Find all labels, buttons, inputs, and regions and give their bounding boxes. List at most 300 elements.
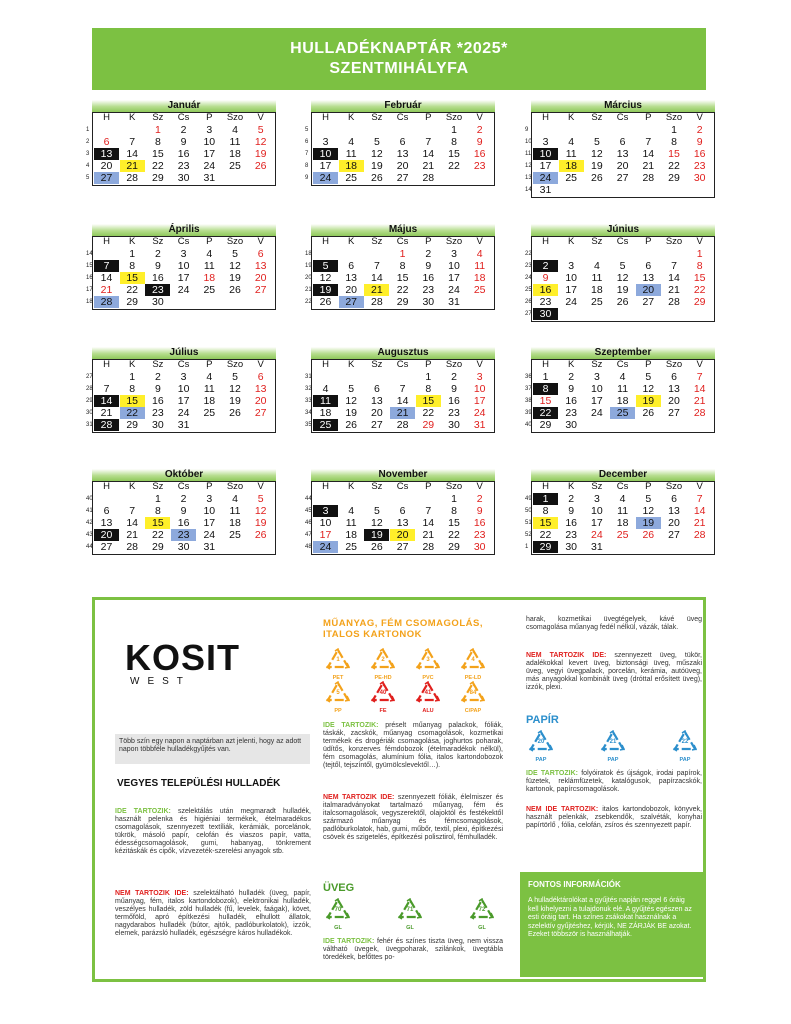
day-cell: 2	[568, 371, 575, 383]
day-header: H	[103, 236, 110, 247]
day-cell: 12	[345, 395, 358, 407]
day-cell: 13	[396, 148, 409, 160]
day-cell: 16	[177, 517, 190, 529]
day-cell: 14	[126, 148, 139, 160]
week-number: 50	[525, 508, 532, 514]
day-cell: 9	[542, 272, 549, 284]
week-number: 29	[86, 398, 93, 404]
day-cell: 7	[399, 383, 406, 395]
day-cell: 12	[371, 148, 383, 160]
day-header: P	[206, 481, 213, 492]
day-cell: 14	[396, 395, 409, 407]
day-header: V	[257, 236, 264, 247]
recycle-label: PAP	[535, 757, 547, 763]
week-number: 8	[305, 163, 309, 169]
month-name: December	[531, 469, 715, 481]
month-name: Május	[311, 224, 495, 236]
day-header: V	[476, 359, 483, 370]
day-cell: 18	[229, 148, 241, 160]
day-header: H	[542, 112, 549, 123]
week-number: 22	[305, 299, 312, 305]
day-header: K	[129, 481, 136, 492]
day-cell: 8	[399, 260, 406, 272]
day-cell: 27	[396, 541, 409, 553]
day-cell: 31	[591, 541, 603, 553]
day-cell: 27	[254, 284, 267, 296]
day-cell: 3	[593, 371, 600, 383]
day-cell: 17	[203, 148, 216, 160]
week-number: 11	[525, 151, 532, 157]
day-header: V	[696, 236, 703, 247]
day-cell: 1	[451, 493, 457, 505]
week-number: 34	[305, 410, 312, 416]
day-cell: 26	[319, 296, 332, 308]
day-cell: 13	[616, 148, 629, 160]
day-cell: 4	[206, 248, 213, 260]
day-cell: 20	[668, 395, 680, 407]
month-8	[525, 347, 715, 435]
day-cell: 19	[591, 160, 603, 172]
day-cell: 10	[203, 505, 216, 517]
day-cell: 11	[313, 395, 338, 407]
day-cell: 28	[668, 296, 680, 308]
day-cell: 10	[591, 383, 603, 395]
day-header: V	[696, 112, 703, 123]
week-number: 31	[86, 422, 93, 428]
day-cell: 3	[180, 248, 187, 260]
month-name: Január	[92, 100, 276, 112]
day-header: V	[476, 112, 483, 123]
day-cell: 29	[152, 172, 164, 184]
week-number: 23	[525, 263, 532, 269]
day-cell: 1	[129, 248, 136, 260]
day-cell: 15	[539, 395, 552, 407]
plastic-recycle-40	[368, 681, 398, 713]
day-cell: 29	[126, 296, 139, 308]
day-cell: 29	[152, 541, 164, 553]
day-cell: 10	[565, 272, 578, 284]
day-cell: 2	[180, 493, 187, 505]
day-cell: 30	[533, 308, 558, 320]
day-cell: 23	[539, 296, 552, 308]
day-cell: 2	[568, 493, 575, 505]
day-cell: 14	[371, 272, 383, 284]
day-cell: 26	[371, 541, 383, 553]
day-header: P	[425, 359, 432, 370]
day-cell: 28	[422, 172, 435, 184]
day-cell: 2	[425, 248, 432, 260]
recycle-code: 21	[609, 739, 617, 745]
day-cell: 1	[542, 371, 549, 383]
calendar-title: HULLADÉKNAPTÁR *2025*	[290, 40, 508, 57]
week-number: 44	[305, 496, 312, 502]
day-cell: 29	[693, 296, 706, 308]
day-header: P	[645, 236, 652, 247]
day-cell: 14	[126, 517, 139, 529]
day-cell: 5	[619, 260, 626, 272]
info-text: A hulladéktárolókat a gyűjtés napján reggel 6 óráig kell kihelyezni a tulajdonuk elé. A gyűjtés egészen az esti óráig tart. Ha színes zsákokat használnak a szelektív gyűjtéshez, kérjük, NE ZÁRJÁK BE azokat. Ezeket többször is használhatják.	[528, 897, 692, 938]
day-header: K	[568, 112, 575, 123]
color-note: Több szín egy napon a naptárban azt jelenti, hogy az adott napon többféle hulladékgyűjtés van.	[115, 734, 310, 764]
recycle-label: PP	[334, 708, 342, 714]
month-3	[86, 224, 276, 312]
day-cell: 16	[152, 395, 164, 407]
recycle-label: PVC	[422, 675, 434, 681]
day-header: Sz	[152, 112, 164, 123]
week-number: 40	[525, 422, 532, 428]
week-number: 9	[525, 127, 529, 133]
day-cell: 9	[180, 136, 187, 148]
day-cell: 18	[203, 272, 216, 284]
day-cell: 5	[373, 136, 380, 148]
day-cell: 25	[591, 296, 603, 308]
day-header: K	[129, 359, 136, 370]
day-cell: 10	[177, 383, 190, 395]
logo-brand: KOSIT	[125, 637, 241, 678]
day-header: V	[696, 481, 703, 492]
day-header: K	[348, 481, 355, 492]
day-cell: 23	[473, 160, 486, 172]
day-cell: 3	[568, 260, 575, 272]
uveg-ide-cont: harak, kozmetikai üvegtégelyek, kávé üveg csomagolása műanyag fedél nélkül, vázák, tálak.	[526, 616, 702, 631]
uveg-ide: IDE TARTOZIK: fehér és színes tiszta üveg, nem vissza váltható üvegek, üvegpoharak, szilánkok, üvegtábla töredékek, befőttes po-	[323, 938, 504, 961]
day-cell: 23	[565, 529, 578, 541]
day-cell: 8	[129, 260, 136, 272]
day-cell: 12	[229, 383, 241, 395]
day-cell: 7	[103, 383, 110, 395]
plastic-recycle-5	[323, 681, 353, 713]
day-cell: 10	[591, 505, 603, 517]
day-cell: 10	[473, 383, 486, 395]
week-number: 45	[305, 508, 312, 514]
month-5	[525, 224, 715, 324]
day-header: Szo	[445, 112, 463, 123]
recycle-code: 72	[478, 907, 486, 913]
day-cell: 7	[645, 136, 652, 148]
paper-recycle-20	[526, 730, 556, 762]
day-cell: 15	[668, 148, 680, 160]
month-4	[305, 224, 495, 312]
day-cell: 26	[371, 172, 383, 184]
day-cell: 10	[448, 260, 460, 272]
day-cell: 16	[565, 517, 578, 529]
day-header: P	[645, 359, 652, 370]
day-cell: 20	[636, 284, 661, 296]
day-cell: 2	[451, 371, 457, 383]
day-cell: 30	[448, 419, 460, 431]
day-header: Sz	[371, 112, 383, 123]
day-cell: 20	[390, 529, 415, 541]
day-cell: 20	[100, 160, 113, 172]
day-cell: 11	[617, 383, 629, 395]
day-cell: 11	[345, 148, 357, 160]
day-cell: 28	[642, 172, 655, 184]
plastic-recycle-84	[458, 681, 488, 713]
day-cell: 7	[94, 260, 119, 272]
day-header: K	[568, 481, 575, 492]
day-cell: 12	[254, 136, 267, 148]
day-cell: 13	[254, 383, 267, 395]
month-name: Augusztus	[311, 347, 495, 359]
day-cell: 17	[177, 272, 190, 284]
day-header: P	[425, 112, 432, 123]
day-cell: 21	[120, 160, 145, 172]
day-cell: 23	[152, 407, 164, 419]
day-cell: 5	[645, 371, 652, 383]
day-header: Sz	[371, 481, 383, 492]
day-cell: 20	[616, 160, 629, 172]
uveg-nem: NEM TARTOZIK IDE: szennyezett üveg, tükör, adalékokkal kevert üveg, biztonsági üveg, műszaki üveg, vegyi üvegpalack, porcelán, kerámia, autóüveg, más anyagokkal kombinált üveg (dróttal erősített üveg), izzók, plexi.	[526, 652, 702, 691]
day-cell: 13	[371, 395, 383, 407]
day-cell: 15	[120, 272, 145, 284]
day-cell: 17	[319, 160, 332, 172]
day-cell: 3	[593, 493, 600, 505]
day-cell: 7	[425, 505, 432, 517]
day-cell: 10	[319, 517, 332, 529]
day-header: Szo	[226, 359, 244, 370]
day-cell: 1	[154, 124, 161, 136]
day-cell: 13	[94, 148, 119, 160]
day-cell: 22	[533, 407, 558, 419]
vegyes-title: VEGYES TELEPÜLÉSI HULLADÉK	[117, 778, 281, 789]
day-cell: 14	[422, 517, 435, 529]
recycle-code: 41	[424, 690, 432, 696]
day-cell: 30	[152, 296, 164, 308]
day-header: Cs	[177, 359, 190, 370]
day-header: P	[645, 481, 652, 492]
day-cell: 9	[154, 383, 161, 395]
day-cell: 21	[390, 407, 415, 419]
day-cell: 8	[425, 383, 432, 395]
day-cell: 17	[539, 160, 552, 172]
day-cell: 28	[94, 296, 119, 308]
day-cell: 13	[396, 517, 409, 529]
day-cell: 10	[177, 260, 190, 272]
day-cell: 28	[371, 296, 383, 308]
day-cell: 4	[348, 136, 355, 148]
week-number: 3	[86, 151, 90, 157]
day-header: H	[103, 359, 110, 370]
glass-recycle-71	[395, 898, 425, 930]
day-cell: 17	[319, 529, 332, 541]
day-cell: 23	[177, 160, 190, 172]
day-cell: 15	[693, 272, 706, 284]
day-cell: 24	[313, 541, 338, 553]
day-header: P	[645, 112, 652, 123]
day-cell: 2	[180, 124, 187, 136]
day-cell: 21	[126, 529, 139, 541]
day-cell: 16	[177, 148, 190, 160]
day-cell: 12	[229, 260, 241, 272]
day-cell: 6	[619, 136, 626, 148]
day-cell: 31	[539, 184, 552, 196]
day-cell: 3	[180, 371, 187, 383]
day-cell: 13	[642, 272, 655, 284]
recycle-code: 3	[426, 657, 430, 663]
recycle-label: GL	[478, 925, 486, 931]
week-number: 20	[305, 275, 312, 281]
day-cell: 25	[473, 284, 486, 296]
week-number: 33	[305, 398, 312, 404]
recycle-label: ALU	[422, 708, 434, 714]
recycle-label: FE	[379, 708, 387, 714]
day-cell: 12	[319, 272, 332, 284]
day-cell: 17	[203, 517, 216, 529]
recycle-code: 70	[334, 907, 342, 913]
day-header: V	[257, 112, 264, 123]
day-cell: 18	[319, 407, 332, 419]
day-cell: 4	[476, 248, 483, 260]
week-number: 10	[525, 139, 532, 145]
week-number: 28	[86, 386, 93, 392]
day-cell: 26	[254, 160, 267, 172]
week-number: 52	[525, 532, 532, 538]
day-cell: 29	[422, 419, 435, 431]
day-cell: 4	[232, 124, 238, 136]
day-header: Cs	[616, 359, 629, 370]
day-cell: 24	[533, 172, 558, 184]
day-cell: 26	[229, 284, 241, 296]
day-cell: 25	[565, 172, 578, 184]
day-cell: 9	[451, 383, 457, 395]
day-header: H	[322, 359, 329, 370]
day-cell: 9	[476, 136, 483, 148]
day-header: K	[348, 112, 355, 123]
day-cell: 18	[229, 517, 241, 529]
day-cell: 30	[473, 541, 486, 553]
day-header: Sz	[371, 359, 383, 370]
papir-ide: IDE TARTOZIK: folyóiratok és újságok, irodai papírok, füzetek, reklámfüzetek, katalógusok, papírzacskók, kartonok, papírcsomagolások.	[526, 770, 702, 793]
day-cell: 30	[422, 296, 435, 308]
plastic-recycle-41	[413, 681, 443, 713]
muanyag-nem: NEM TARTOZIK IDE: szennyezett fóliák, élelmiszer és italmaradványokat tartalmazó műanyag, fém és italcsomagolások, vegyszerektől, olajoktól és festékektől származó műanyag és fémcsomagolások, padlóburkolatok, hab, gumi, műbőr, textil, plexi, építkezési csövek és szigetelés, építkezési polisztirol, fémhulladék.	[323, 794, 503, 841]
day-header: H	[322, 112, 329, 123]
day-cell: 2	[533, 260, 558, 272]
day-cell: 28	[126, 541, 139, 553]
month-name: Február	[311, 100, 495, 112]
day-cell: 5	[232, 371, 238, 383]
week-number: 27	[525, 311, 532, 317]
logo-sub: WEST	[130, 676, 191, 687]
recycle-label: PAP	[679, 757, 691, 763]
day-cell: 21	[100, 284, 113, 296]
day-cell: 19	[229, 272, 241, 284]
day-header: V	[257, 481, 264, 492]
day-cell: 12	[371, 517, 383, 529]
month-1	[305, 100, 495, 188]
day-header: Sz	[371, 236, 383, 247]
day-header: Szo	[665, 481, 683, 492]
day-cell: 25	[610, 407, 635, 419]
day-header: H	[103, 112, 110, 123]
day-cell: 26	[345, 419, 358, 431]
day-header: Cs	[396, 236, 409, 247]
day-cell: 6	[103, 505, 110, 517]
recycle-label: PE-HD	[374, 675, 392, 681]
day-cell: 24	[448, 284, 460, 296]
day-cell: 23	[565, 407, 578, 419]
day-cell: 27	[94, 172, 119, 184]
glass-recycle-72	[467, 898, 497, 930]
day-cell: 5	[373, 505, 380, 517]
week-number: 51	[525, 520, 532, 526]
month-9	[86, 469, 276, 557]
day-cell: 29	[539, 419, 552, 431]
week-number: 18	[86, 299, 93, 305]
week-number: 16	[86, 275, 93, 281]
day-cell: 25	[203, 284, 216, 296]
day-cell: 9	[425, 260, 432, 272]
day-cell: 21	[642, 160, 655, 172]
day-cell: 5	[257, 493, 264, 505]
day-cell: 18	[339, 160, 364, 172]
day-cell: 21	[693, 395, 706, 407]
recycle-code: 20	[537, 739, 545, 745]
day-cell: 9	[568, 383, 575, 395]
week-number: 41	[86, 508, 93, 514]
day-cell: 6	[399, 136, 406, 148]
week-number: 2	[86, 139, 90, 145]
calendar-subtitle: SZENTMIHÁLYFA	[329, 60, 469, 77]
day-cell: 16	[533, 284, 558, 296]
day-cell: 17	[448, 272, 460, 284]
day-cell: 5	[348, 383, 355, 395]
day-cell: 6	[645, 260, 652, 272]
day-cell: 12	[616, 272, 629, 284]
day-cell: 8	[451, 136, 457, 148]
day-cell: 6	[373, 383, 380, 395]
day-cell: 18	[591, 284, 603, 296]
day-cell: 5	[313, 260, 338, 272]
day-header: V	[476, 481, 483, 492]
month-name: Március	[531, 100, 715, 112]
day-cell: 8	[696, 260, 703, 272]
day-cell: 6	[671, 371, 677, 383]
recycle-code: 2	[381, 657, 385, 663]
day-cell: 31	[473, 419, 486, 431]
day-cell: 19	[345, 407, 358, 419]
day-cell: 28	[693, 407, 706, 419]
day-cell: 15	[152, 148, 164, 160]
day-header: Szo	[445, 481, 463, 492]
day-cell: 2	[696, 124, 703, 136]
day-header: Sz	[591, 359, 603, 370]
month-2	[525, 100, 715, 200]
week-number: 48	[305, 544, 312, 550]
day-cell: 17	[473, 395, 486, 407]
day-cell: 24	[591, 529, 603, 541]
day-cell: 18	[616, 395, 629, 407]
day-cell: 12	[642, 505, 655, 517]
day-cell: 14	[642, 148, 655, 160]
week-number: 13	[525, 175, 532, 181]
kosit-logo	[125, 637, 285, 690]
day-cell: 7	[373, 260, 380, 272]
day-cell: 4	[619, 493, 626, 505]
day-cell: 21	[422, 160, 435, 172]
day-cell: 22	[422, 407, 435, 419]
vegyes-nem: NEM TARTOZIK IDE: szelektálható hulladék (üveg, papír, műanyag, fém, italos kartondobozok), elektronikai hulladék, veszélyes hulladék, zöld hulladék (fű, levelek, faágak), követ, termőföld, apró építkezési hulladék, elhullott állatok, nagydarabos hulladék (bútor, ajtók, padlóburkolatok), izzók, elemek, parázsló hulladék, egészségre káros hulladékok.	[115, 890, 311, 937]
day-cell: 21	[668, 284, 680, 296]
day-cell: 20	[371, 407, 383, 419]
week-number: 4	[86, 163, 90, 169]
day-header: H	[322, 236, 329, 247]
day-header: Sz	[152, 359, 164, 370]
week-number: 26	[525, 299, 532, 305]
day-cell: 14	[668, 272, 680, 284]
day-cell: 31	[203, 541, 216, 553]
recycle-label: PE-LD	[464, 675, 482, 681]
